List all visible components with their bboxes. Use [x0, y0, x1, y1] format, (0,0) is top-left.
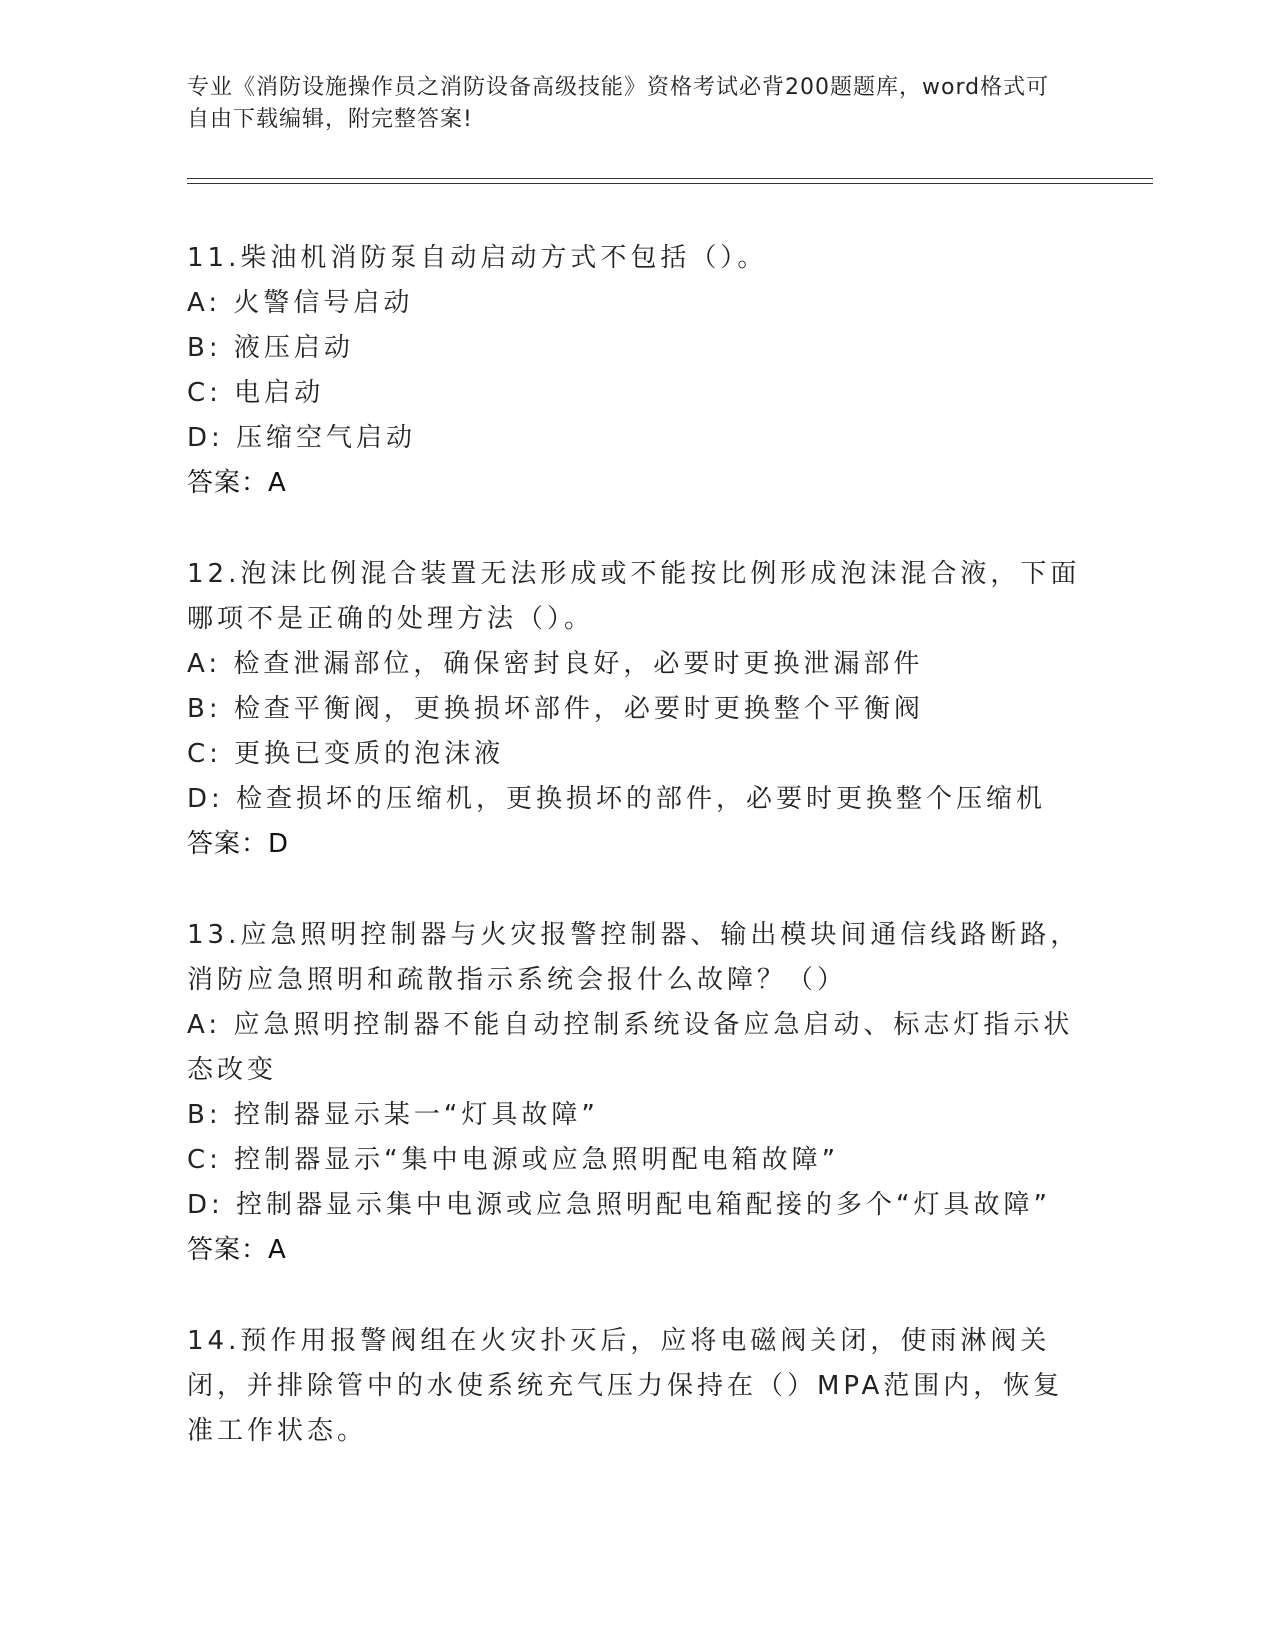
answer: 答案：A [187, 1235, 287, 1265]
question-stem: 11.柴油机消防泵自动启动方式不包括（）。 [187, 243, 768, 273]
answer: 答案：D [187, 829, 290, 859]
question-11 [187, 236, 1087, 506]
question-14 [187, 1319, 1087, 1454]
document-header: 专业《消防设施操作员之消防设备高级技能》资格考试必背200题题库，word格式可自由下载编辑，附完整答案! [187, 75, 1050, 132]
header-divider-top [187, 178, 1153, 179]
option-a: A: 应急照明控制器不能自动控制系统设备应急启动、标志灯指示状态改变 [187, 1010, 1074, 1085]
option-b: B: 控制器显示某一“灯具故障” [187, 1100, 599, 1130]
option-c: C: 电启动 [187, 378, 325, 408]
option-a: A: 火警信号启动 [187, 288, 414, 318]
option-b: B: 液压启动 [187, 333, 354, 363]
option-a: A: 检查泄漏部位，确保密封良好，必要时更换泄漏部件 [187, 649, 924, 679]
question-list [187, 236, 1087, 1500]
option-d: D: 控制器显示集中电源或应急照明配电箱配接的多个“灯具故障” [187, 1190, 1051, 1220]
option-b: B: 检查平衡阀，更换损坏部件，必要时更换整个平衡阀 [187, 694, 924, 724]
option-d: D: 检查损坏的压缩机，更换损坏的部件，必要时更换整个压缩机 [187, 784, 1047, 814]
option-c: C: 控制器显示“集中电源或应急照明配电箱故障” [187, 1145, 840, 1175]
question-stem: 14.预作用报警阀组在火灾扑灭后，应将电磁阀关闭，使雨淋阀关闭，并排除管中的水使系统充气压力保持在（）MPA范围内，恢复准工作状态。 [187, 1326, 1064, 1446]
question-13 [187, 913, 1087, 1273]
question-stem: 13.应急照明控制器与火灾报警控制器、输出模块间通信线路断路，消防应急照明和疏散指示系统会报什么故障？（） [187, 920, 1081, 995]
answer: 答案：A [187, 468, 287, 498]
question-12 [187, 552, 1087, 867]
option-d: D: 压缩空气启动 [187, 423, 417, 453]
option-c: C: 更换已变质的泡沫液 [187, 739, 505, 769]
question-stem: 12.泡沫比例混合装置无法形成或不能按比例形成泡沫混合液，下面哪项不是正确的处理方法（）。 [187, 559, 1081, 634]
header-divider-bottom [187, 183, 1153, 184]
